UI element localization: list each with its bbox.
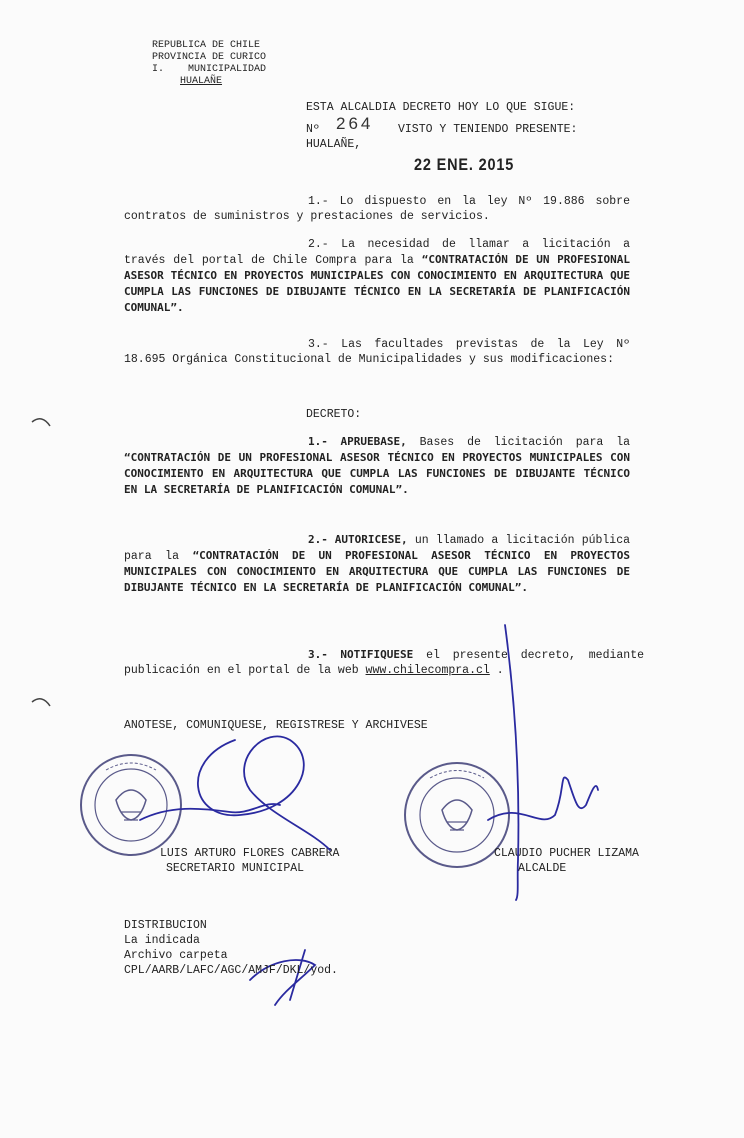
letterhead-line-3: I. MUNICIPALIDAD xyxy=(152,64,267,75)
article-1-label: 1.- APRUEBASE, xyxy=(308,435,407,448)
letterhead-line-4: HUALAÑE xyxy=(180,76,223,87)
decree-number-label: Nº xyxy=(306,123,320,136)
article-2-title: “CONTRATACIÓN DE UN PROFESIONAL ASESOR TÉCNICO EN PROYECTOS MUNICIPALES CON CONOCIMIENTO EN ARQUITECTURA QUE CUMPLA LAS FUNCIONES DE DIBUJANTE TÉCNICO EN LA SECRETARÍA DE PLANIFICACIÓN COMUNAL”. xyxy=(124,549,630,594)
considerando-1 xyxy=(124,194,630,224)
municipal-seal-left-icon xyxy=(76,750,186,860)
distribution-block xyxy=(124,918,338,978)
chilecompra-link[interactable]: www.chilecompra.cl xyxy=(365,664,490,677)
article-3-label: 3.- NOTIFIQUESE xyxy=(308,648,414,661)
article-2-text: un llamado a licitación pública para la xyxy=(124,534,631,563)
article-2 xyxy=(124,532,630,596)
considerando-1-text: 1.- Lo dispuesto en la ley Nº 19.886 sobre contratos de suministros y prestaciones de servicios. xyxy=(124,195,630,223)
article-1-title: “CONTRATACIÓN DE UN PROFESIONAL ASESOR TÉCNICO EN PROYECTOS MUNICIPALES CON CONOCIMIENTO EN ARQUITECTURA QUE CUMPLA LAS FUNCIONES DE DIBUJANTE TÉCNICO EN LA SECRETARÍA DE PLANIFICACIÓN COMUNAL”. xyxy=(124,451,630,496)
article-1-text: Bases de licitación para la xyxy=(419,436,631,449)
city-line: HUALAÑE, xyxy=(306,138,362,151)
scan-mark-icon xyxy=(30,414,54,434)
article-3-end: . xyxy=(496,664,504,677)
considerando-2-title: “CONTRATACIÓN DE UN PROFESIONAL ASESOR TÉCNICO EN PROYECTOS MUNICIPALES CON CONOCIMIENTO EN ARQUITECTURA QUE CUMPLA LAS FUNCIONES DE DIBUJANTE TÉCNICO EN LA SECRETARÍA DE PLANIFICACIÓN COMUNAL”. xyxy=(124,253,630,314)
scan-mark-icon xyxy=(30,694,54,714)
considerando-2 xyxy=(124,237,630,316)
article-3-text: el presente decreto, mediante publicación en el portal de la web xyxy=(124,649,644,677)
secretary-name: LUIS ARTURO FLORES CABRERA xyxy=(160,847,340,860)
letterhead-line-2: PROVINCIA DE CURICO xyxy=(152,52,267,63)
letterhead xyxy=(152,40,266,88)
decree-intro: ESTA ALCALDIA DECRETO HOY LO QUE SIGUE: xyxy=(306,101,576,114)
letterhead-line-1: REPUBLICA DE CHILE xyxy=(152,40,261,51)
secretary-signature-block xyxy=(160,846,339,876)
decree-number: 264 xyxy=(336,114,374,133)
mayor-name: CLAUDIO PUCHER LIZAMA xyxy=(494,847,639,860)
considerando-3 xyxy=(124,337,630,367)
visto-line: VISTO Y TENIENDO PRESENTE: xyxy=(398,123,578,136)
distribution-item-2: Archivo carpeta xyxy=(124,949,228,962)
considerando-3-text: 3.- Las facultades previstas de la Ley Nº 18.695 Orgánica Constitucional de Municipalidades y sus modificaciones: xyxy=(124,338,630,366)
decreto-heading: DECRETO: xyxy=(306,408,362,421)
closing-formula: ANOTESE, COMUNIQUESE, REGISTRESE Y ARCHIVESE xyxy=(124,719,428,732)
article-2-label: 2.- AUTORICESE, xyxy=(308,533,408,546)
distribution-item-1: La indicada xyxy=(124,934,200,947)
article-3 xyxy=(124,647,644,678)
mayor-signature-block xyxy=(494,846,639,876)
date-stamp: 22 ENE. 2015 xyxy=(414,155,515,174)
secretary-title: SECRETARIO MUNICIPAL xyxy=(166,862,305,875)
distribution-initials: CPL/AARB/LAFC/AGC/AMJF/DKL/yod. xyxy=(124,964,338,977)
article-1 xyxy=(124,434,630,498)
mayor-title: ALCALDE xyxy=(518,862,567,875)
distribution-heading: DISTRIBUCION xyxy=(124,919,207,932)
considerando-2-text: 2.- La necesidad de llamar a licitación a través del portal de Chile Compra para la xyxy=(124,238,630,267)
